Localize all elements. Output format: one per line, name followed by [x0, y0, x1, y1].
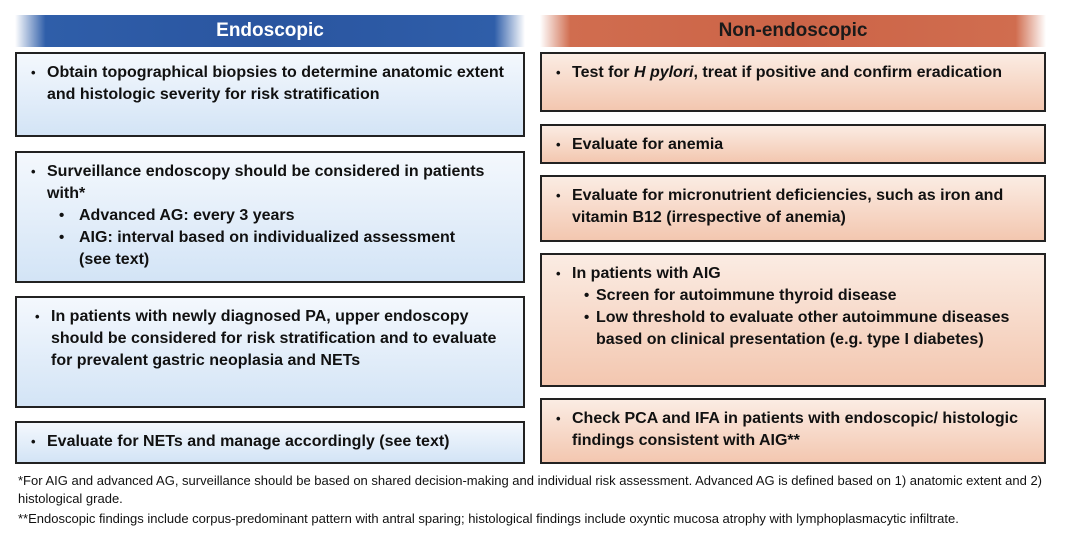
non-endoscopic-box-micronutrients [540, 175, 1046, 242]
endoscopic-box-nets [15, 421, 525, 464]
endoscopic-box-biopsies [15, 52, 525, 137]
aig-lead: • In patients with AIG [554, 263, 1034, 285]
surveillance-aig-note: (see text) [79, 251, 150, 268]
biopsies-text: • Obtain topographical biopsies to determine anatomic extent and histologic severity for risk stratification [29, 62, 513, 106]
non-endoscopic-box-hpylori [540, 52, 1046, 112]
aig-autoimmune: • Low threshold to evaluate other autoimmune diseases based on clinical presentation (e.g. type I diabetes) [554, 307, 1034, 351]
hpylori-italic: H pylori [633, 64, 694, 81]
surveillance-aig: • AIG: interval based on individualized assessment [29, 227, 513, 249]
endoscopic-header: Endoscopic [15, 15, 525, 47]
anemia-text: • Evaluate for anemia [554, 134, 1034, 156]
non-endoscopic-box-pca-ifa [540, 398, 1046, 464]
footnote-1: *For AIG and advanced AG, surveillance should be based on shared decision-making and individual risk assessment. Advanced AG is defined based on 1) anatomic extent and 2) histological grade. [18, 473, 1043, 506]
pca-ifa-text: • Check PCA and IFA in patients with endoscopic/ histologic findings consistent with AIG** [554, 408, 1034, 452]
non-endoscopic-box-anemia [540, 124, 1046, 164]
endoscopic-box-surveillance [15, 151, 525, 283]
pa-text: • In patients with newly diagnosed PA, upper endoscopy should be considered for risk stratification and to evaluate for prevalent gastric neoplasia and NETs [33, 306, 513, 372]
nets-text: • Evaluate for NETs and manage accordingly (see text) [29, 431, 513, 453]
surveillance-lead: • Surveillance endoscopy should be considered in patients with* [29, 161, 513, 205]
footnote-2: **Endoscopic findings include corpus-predominant pattern with antral sparing; histological findings include oxyntic mucosa atrophy with lymphoplasmacytic infiltrate. [18, 511, 959, 526]
micronutrients-text: • Evaluate for micronutrient deficiencies, such as iron and vitamin B12 (irrespective of anemia) [554, 185, 1034, 229]
aig-thyroid: • Screen for autoimmune thyroid disease [554, 285, 1034, 307]
endoscopic-box-pa [15, 296, 525, 408]
non-endoscopic-box-aig [540, 253, 1046, 387]
surveillance-advanced-ag: • Advanced AG: every 3 years [29, 205, 513, 227]
non-endoscopic-header: Non-endoscopic [540, 15, 1046, 47]
hpylori-text: • Test for H pylori, treat if positive and confirm eradication [554, 62, 1034, 84]
